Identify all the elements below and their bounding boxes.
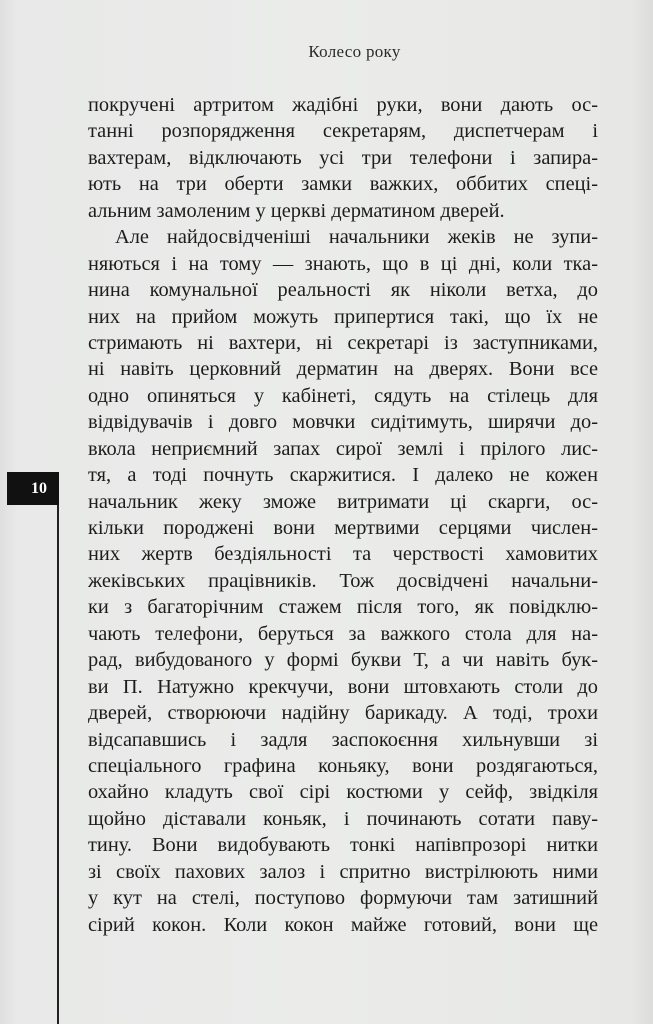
text-line: стримають ні вахтери, ні секретарі із заступниками,	[88, 331, 598, 354]
text-line: сірий кокон. Коли кокон майже готовий, вони ще	[88, 913, 598, 936]
text-line: Але найдосвідченіші начальники жеків не зупи-	[115, 226, 598, 249]
text-line: вахтерам, відключають усі три телефони і запира-	[88, 146, 598, 169]
text-line: ють на три оберти замки важких, оббитих спеці-	[88, 173, 598, 196]
text-line: щойно діставали коньяк, і починають сотати паву-	[88, 807, 598, 830]
text-line: танні розпорядження секретарям, диспетчерам і	[88, 120, 598, 143]
text-line: зі своїх пахових залоз і спритно вистрілюють ними	[88, 860, 598, 883]
text-line: них жертв бездіяльності та черствості хамовитих	[88, 543, 598, 566]
text-line: охайно кладуть свої сірі костюми у сейф, звідкіля	[88, 781, 598, 804]
text-line: тину. Вони видобувають тонкі напівпрозорі нитки	[88, 834, 598, 857]
text-line: вкола неприємний запах сирої землі і прілого лис-	[88, 437, 598, 460]
text-line: нина комунальної реальності як ніколи ветха, до	[88, 279, 598, 302]
text-line: тя, а тоді почнуть скаржитися. І далеко не кожен	[88, 464, 598, 487]
text-line: ки з багаторічним стажем після того, як повідклю-	[88, 596, 598, 619]
margin-rule	[57, 505, 59, 1024]
paragraph-2	[88, 224, 598, 938]
text-line: дверей, створюючи надійну барикаду. А тоді, трохи	[88, 702, 598, 725]
text-line: у кут на стелі, поступово формуючи там затишний	[88, 887, 598, 910]
text-line: жеківських працівників. Тож досвідчені начальни-	[88, 569, 598, 592]
body-text	[88, 92, 598, 938]
page-number: 10	[31, 479, 47, 497]
text-line: відвідувачів і довго мовчки сидітимуть, ширячи до-	[88, 411, 598, 434]
text-line: начальник жеку зможе витримати ці скарги, ос-	[88, 490, 598, 513]
text-line: ви П. Натужно крекчучи, вони штовхають столи до	[88, 675, 598, 698]
text-line: ні навіть церковний дерматин на дверях. Вони все	[88, 358, 598, 381]
text-line: них на прийом можуть припертися такі, що їх не	[88, 305, 598, 328]
text-line: альним замоленим у церкві дерматином дверей.	[88, 199, 505, 222]
text-line: відсапавшись і задля заспокоєння хильнувши зі	[88, 728, 598, 751]
text-line: спеціального графина коньяку, вони роздягаються,	[88, 754, 598, 777]
text-line: няються і на тому — знають, що в ці дні, коли тка-	[88, 252, 598, 275]
text-line: одно опиняться у кабінеті, сядуть на стілець для	[88, 384, 598, 407]
text-line: рад, вибудованого у формі букви Т, а чи навіть бук-	[88, 649, 598, 672]
running-head: Колесо року	[308, 42, 401, 61]
text-line: кільки породжені вони мертвими серцями числен-	[88, 517, 598, 539]
text-line: покручені артритом жадібні руки, вони дають ос-	[88, 94, 598, 116]
page-number-tab	[7, 472, 59, 505]
paragraph-1	[88, 92, 598, 224]
text-line: чають телефони, беруться за важкого стола для на-	[88, 622, 598, 645]
